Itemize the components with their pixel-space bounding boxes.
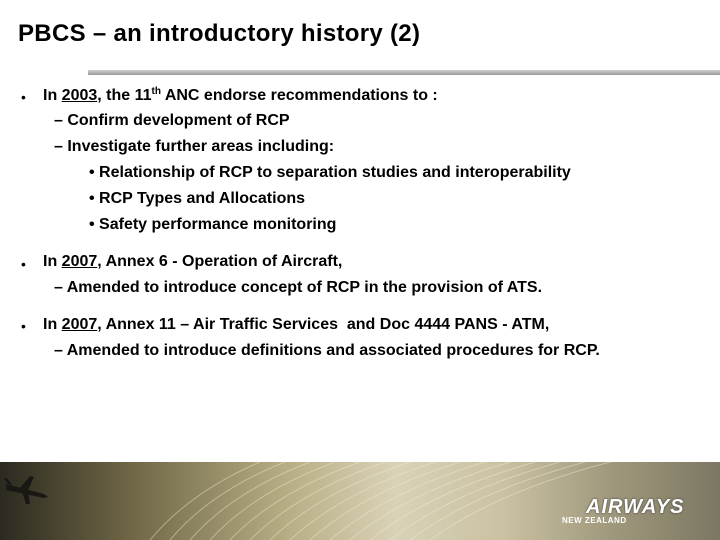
logo-wordmark: AIRWAYS [586, 496, 685, 518]
ordinal-suffix: th [151, 86, 161, 97]
bullet-suffix: , Annex 6 - Operation of Aircraft, [97, 253, 343, 270]
bullet-prefix: In [43, 253, 62, 270]
sub-item-annex11-amended: – Amended to introduce definitions and associated procedures for RCP. [54, 342, 600, 359]
slide-title: PBCS – an introductory history (2) [18, 20, 421, 47]
bullet-mid: , the 11 [97, 87, 152, 104]
bullet-annex-11 [43, 316, 549, 334]
year-2003: 2003 [61, 87, 98, 104]
sub-item-confirm-rcp: – Confirm development of RCP [54, 112, 290, 129]
bullet-2003 [43, 86, 438, 105]
bullet-annex-6 [43, 253, 342, 271]
subsub-item-types: • RCP Types and Allocations [89, 190, 306, 207]
year-2007: 2007 [61, 253, 98, 270]
subsub-item-safety: • Safety performance monitoring [89, 216, 337, 233]
bullet-marker: • [21, 89, 26, 105]
airplane-icon [4, 476, 48, 504]
bullet-suffix: , Annex 11 – Air Traffic Services and Doc 4444 PANS - ATM, [97, 316, 550, 333]
bullet-prefix: In [43, 316, 62, 333]
airways-logo [562, 496, 685, 525]
bullet-suffix: ANC endorse recommendations to : [160, 87, 438, 104]
bullet-marker: • [21, 318, 26, 334]
bullet-marker: • [21, 256, 26, 272]
year-2007: 2007 [61, 316, 98, 333]
logo-subtext: NEW ZEALAND [562, 516, 627, 525]
title-underline-bar [88, 70, 720, 75]
sub-item-annex6-amended: – Amended to introduce concept of RCP in the provision of ATS. [54, 279, 543, 296]
subsub-item-relationship: • Relationship of RCP to separation studies and interoperability [89, 164, 571, 181]
sub-item-investigate: – Investigate further areas including: [54, 138, 335, 155]
bullet-prefix: In [43, 87, 62, 104]
